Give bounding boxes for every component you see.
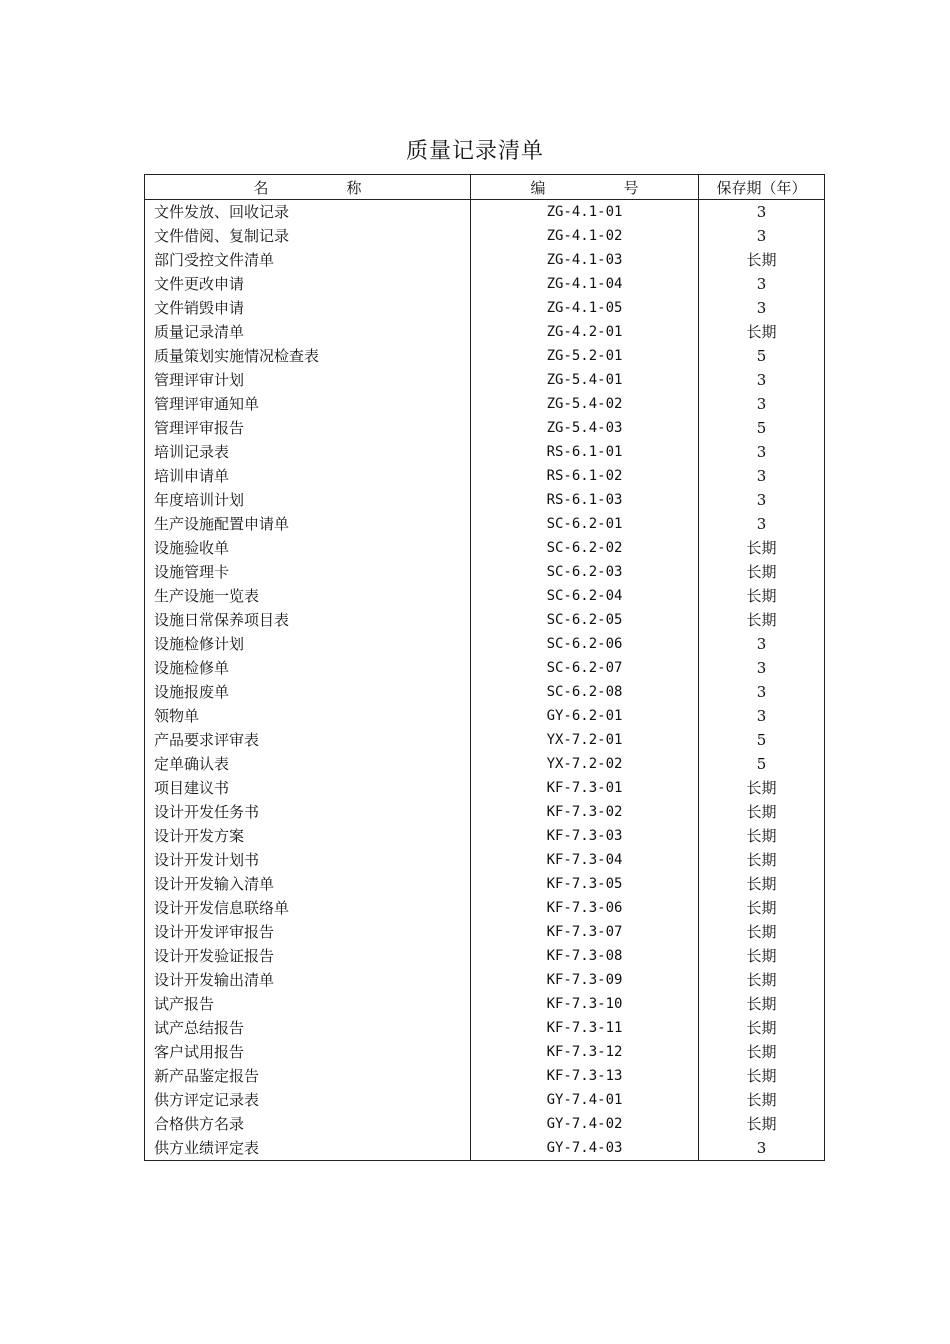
record-name-cell: 文件借阅、复制记录 xyxy=(145,224,471,248)
table-row xyxy=(145,200,825,225)
record-name-cell: 定单确认表 xyxy=(145,752,471,776)
header-name xyxy=(145,175,471,200)
table-row xyxy=(145,1136,825,1161)
retention-period-cell: 5 xyxy=(699,752,825,776)
record-name-cell: 设计开发评审报告 xyxy=(145,920,471,944)
table-row xyxy=(145,704,825,728)
record-code-cell: SC-6.2-05 xyxy=(471,608,699,632)
retention-period-cell: 5 xyxy=(699,416,825,440)
record-code-cell: ZG-4.2-01 xyxy=(471,320,699,344)
table-row xyxy=(145,824,825,848)
table-row xyxy=(145,296,825,320)
record-name-cell: 年度培训计划 xyxy=(145,488,471,512)
retention-period-cell: 长期 xyxy=(699,920,825,944)
retention-period-cell: 3 xyxy=(699,296,825,320)
record-name-cell: 供方业绩评定表 xyxy=(145,1136,471,1161)
record-code-cell: SC-6.2-03 xyxy=(471,560,699,584)
retention-period-cell: 5 xyxy=(699,728,825,752)
record-code-cell: GY-7.4-01 xyxy=(471,1088,699,1112)
retention-period-cell: 3 xyxy=(699,680,825,704)
quality-records-table xyxy=(144,174,825,1161)
table-row xyxy=(145,560,825,584)
record-name-cell: 文件发放、回收记录 xyxy=(145,200,471,225)
retention-period-cell: 3 xyxy=(699,200,825,225)
record-name-cell: 客户试用报告 xyxy=(145,1040,471,1064)
record-code-cell: ZG-5.4-02 xyxy=(471,392,699,416)
record-code-cell: RS-6.1-01 xyxy=(471,440,699,464)
table-row xyxy=(145,512,825,536)
table-row xyxy=(145,776,825,800)
record-name-cell: 质量记录清单 xyxy=(145,320,471,344)
record-name-cell: 质量策划实施情况检查表 xyxy=(145,344,471,368)
table-row xyxy=(145,896,825,920)
table-row xyxy=(145,488,825,512)
retention-period-cell: 3 xyxy=(699,488,825,512)
record-code-cell: GY-7.4-02 xyxy=(471,1112,699,1136)
record-code-cell: SC-6.2-04 xyxy=(471,584,699,608)
table-row xyxy=(145,848,825,872)
record-name-cell: 设计开发计划书 xyxy=(145,848,471,872)
retention-period-cell: 3 xyxy=(699,1136,825,1161)
record-code-cell: ZG-5.4-01 xyxy=(471,368,699,392)
retention-period-cell: 长期 xyxy=(699,608,825,632)
table-row xyxy=(145,416,825,440)
record-name-cell: 设计开发任务书 xyxy=(145,800,471,824)
retention-period-cell: 长期 xyxy=(699,800,825,824)
table-body xyxy=(145,200,825,1161)
table-row xyxy=(145,920,825,944)
retention-period-cell: 长期 xyxy=(699,320,825,344)
record-code-cell: RS-6.1-03 xyxy=(471,488,699,512)
record-name-cell: 合格供方名录 xyxy=(145,1112,471,1136)
table-row xyxy=(145,536,825,560)
retention-period-cell: 长期 xyxy=(699,992,825,1016)
retention-period-cell: 长期 xyxy=(699,968,825,992)
table-row xyxy=(145,944,825,968)
record-name-cell: 文件销毁申请 xyxy=(145,296,471,320)
record-name-cell: 试产总结报告 xyxy=(145,1016,471,1040)
record-code-cell: ZG-4.1-02 xyxy=(471,224,699,248)
record-name-cell: 培训申请单 xyxy=(145,464,471,488)
record-code-cell: SC-6.2-07 xyxy=(471,656,699,680)
document-title: 质量记录清单 xyxy=(405,139,544,164)
retention-period-cell: 长期 xyxy=(699,848,825,872)
record-code-cell: KF-7.3-09 xyxy=(471,968,699,992)
retention-period-cell: 长期 xyxy=(699,1040,825,1064)
retention-period-cell: 长期 xyxy=(699,1088,825,1112)
table-row xyxy=(145,656,825,680)
record-code-cell: KF-7.3-07 xyxy=(471,920,699,944)
retention-period-cell: 长期 xyxy=(699,944,825,968)
record-code-cell: ZG-5.4-03 xyxy=(471,416,699,440)
record-code-cell: ZG-4.1-04 xyxy=(471,272,699,296)
table-row xyxy=(145,992,825,1016)
record-name-cell: 设计开发输入清单 xyxy=(145,872,471,896)
retention-period-cell: 长期 xyxy=(699,560,825,584)
retention-period-cell: 长期 xyxy=(699,584,825,608)
table-row xyxy=(145,1040,825,1064)
record-name-cell: 设计开发信息联络单 xyxy=(145,896,471,920)
record-name-cell: 管理评审计划 xyxy=(145,368,471,392)
record-name-cell: 文件更改申请 xyxy=(145,272,471,296)
table-row xyxy=(145,968,825,992)
record-name-cell: 供方评定记录表 xyxy=(145,1088,471,1112)
retention-period-cell: 3 xyxy=(699,392,825,416)
record-name-cell: 试产报告 xyxy=(145,992,471,1016)
record-code-cell: KF-7.3-02 xyxy=(471,800,699,824)
table-row xyxy=(145,608,825,632)
header-code-char-2: 号 xyxy=(623,178,639,197)
table-row xyxy=(145,752,825,776)
table-row xyxy=(145,392,825,416)
table-row xyxy=(145,320,825,344)
record-code-cell: SC-6.2-06 xyxy=(471,632,699,656)
record-name-cell: 设施日常保养项目表 xyxy=(145,608,471,632)
record-code-cell: SC-6.2-02 xyxy=(471,536,699,560)
record-name-cell: 培训记录表 xyxy=(145,440,471,464)
retention-period-cell: 长期 xyxy=(699,824,825,848)
table-row xyxy=(145,248,825,272)
record-code-cell: KF-7.3-11 xyxy=(471,1016,699,1040)
table-row xyxy=(145,584,825,608)
retention-period-cell: 3 xyxy=(699,704,825,728)
record-name-cell: 设计开发方案 xyxy=(145,824,471,848)
record-name-cell: 部门受控文件清单 xyxy=(145,248,471,272)
record-code-cell: ZG-5.2-01 xyxy=(471,344,699,368)
retention-period-cell: 长期 xyxy=(699,248,825,272)
record-code-cell: YX-7.2-01 xyxy=(471,728,699,752)
record-name-cell: 生产设施一览表 xyxy=(145,584,471,608)
table-row xyxy=(145,800,825,824)
retention-period-cell: 3 xyxy=(699,656,825,680)
record-name-cell: 生产设施配置申请单 xyxy=(145,512,471,536)
record-code-cell: ZG-4.1-05 xyxy=(471,296,699,320)
retention-period-cell: 3 xyxy=(699,440,825,464)
record-code-cell: KF-7.3-01 xyxy=(471,776,699,800)
table-row xyxy=(145,1016,825,1040)
record-code-cell: SC-6.2-08 xyxy=(471,680,699,704)
table-row xyxy=(145,368,825,392)
record-name-cell: 设施报废单 xyxy=(145,680,471,704)
record-code-cell: KF-7.3-03 xyxy=(471,824,699,848)
table-header-row xyxy=(145,175,825,200)
record-name-cell: 设施验收单 xyxy=(145,536,471,560)
record-code-cell: KF-7.3-04 xyxy=(471,848,699,872)
table-row xyxy=(145,1088,825,1112)
record-name-cell: 领物单 xyxy=(145,704,471,728)
record-name-cell: 新产品鉴定报告 xyxy=(145,1064,471,1088)
record-name-cell: 设施管理卡 xyxy=(145,560,471,584)
table-row xyxy=(145,680,825,704)
table-row xyxy=(145,1112,825,1136)
retention-period-cell: 3 xyxy=(699,632,825,656)
table-row xyxy=(145,632,825,656)
table-row xyxy=(145,464,825,488)
record-name-cell: 管理评审报告 xyxy=(145,416,471,440)
header-name-char-2: 称 xyxy=(346,178,362,197)
record-name-cell: 设施检修计划 xyxy=(145,632,471,656)
record-code-cell: KF-7.3-06 xyxy=(471,896,699,920)
retention-period-cell: 长期 xyxy=(699,1016,825,1040)
record-code-cell: YX-7.2-02 xyxy=(471,752,699,776)
retention-period-cell: 长期 xyxy=(699,1064,825,1088)
record-name-cell: 设计开发输出清单 xyxy=(145,968,471,992)
record-code-cell: GY-6.2-01 xyxy=(471,704,699,728)
retention-period-cell: 长期 xyxy=(699,1112,825,1136)
record-code-cell: GY-7.4-03 xyxy=(471,1136,699,1161)
header-retention: 保存期（年） xyxy=(699,175,825,200)
record-name-cell: 产品要求评审表 xyxy=(145,728,471,752)
retention-period-cell: 长期 xyxy=(699,896,825,920)
retention-period-cell: 3 xyxy=(699,272,825,296)
retention-period-cell: 长期 xyxy=(699,872,825,896)
record-name-cell: 项目建议书 xyxy=(145,776,471,800)
retention-period-cell: 长期 xyxy=(699,776,825,800)
retention-period-cell: 5 xyxy=(699,344,825,368)
record-code-cell: ZG-4.1-03 xyxy=(471,248,699,272)
record-name-cell: 设施检修单 xyxy=(145,656,471,680)
record-code-cell: SC-6.2-01 xyxy=(471,512,699,536)
record-code-cell: ZG-4.1-01 xyxy=(471,200,699,225)
header-code xyxy=(471,175,699,200)
header-name-char-1: 名 xyxy=(253,178,269,197)
retention-period-cell: 3 xyxy=(699,224,825,248)
table-row xyxy=(145,440,825,464)
table-row xyxy=(145,728,825,752)
record-code-cell: KF-7.3-10 xyxy=(471,992,699,1016)
retention-period-cell: 3 xyxy=(699,368,825,392)
retention-period-cell: 3 xyxy=(699,464,825,488)
record-name-cell: 设计开发验证报告 xyxy=(145,944,471,968)
retention-period-cell: 长期 xyxy=(699,536,825,560)
record-name-cell: 管理评审通知单 xyxy=(145,392,471,416)
record-code-cell: KF-7.3-13 xyxy=(471,1064,699,1088)
record-code-cell: KF-7.3-12 xyxy=(471,1040,699,1064)
table-row xyxy=(145,224,825,248)
record-code-cell: KF-7.3-08 xyxy=(471,944,699,968)
table-row xyxy=(145,872,825,896)
header-code-char-1: 编 xyxy=(530,178,546,197)
table-row xyxy=(145,344,825,368)
record-code-cell: RS-6.1-02 xyxy=(471,464,699,488)
table-row xyxy=(145,1064,825,1088)
retention-period-cell: 3 xyxy=(699,512,825,536)
record-code-cell: KF-7.3-05 xyxy=(471,872,699,896)
table-row xyxy=(145,272,825,296)
